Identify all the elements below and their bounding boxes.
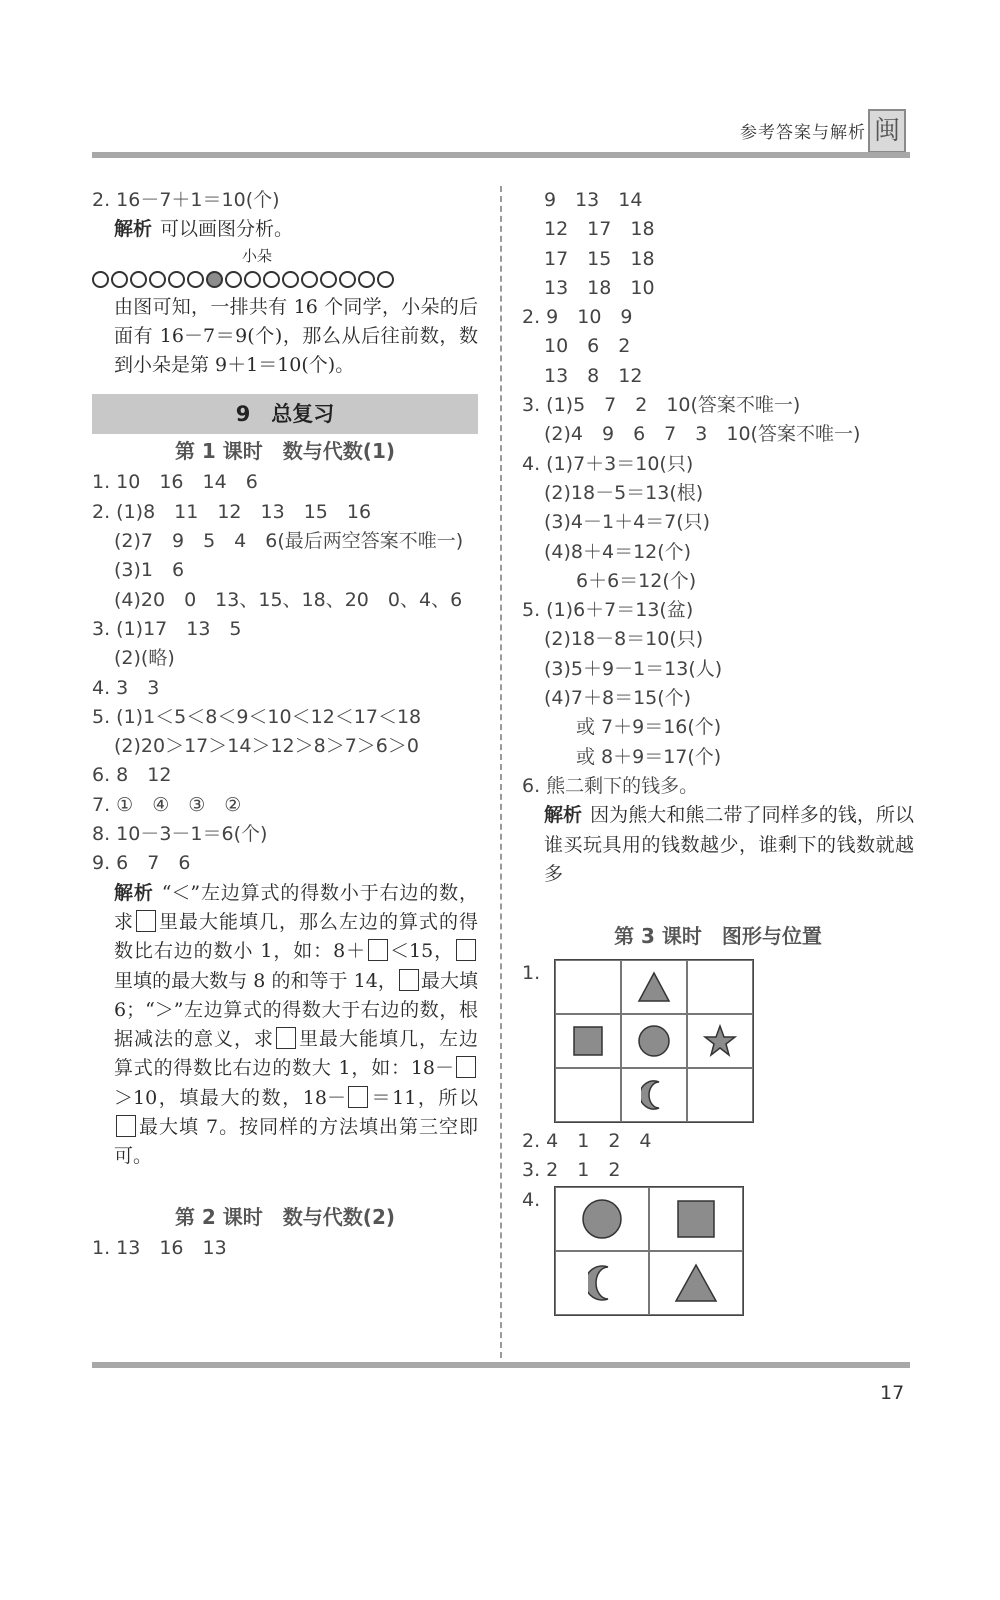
circle-student	[92, 271, 109, 288]
grid-cell	[621, 1014, 687, 1068]
analysis-seg: ＝11，所以	[369, 1086, 478, 1109]
answer-line: (2)18－5＝13(根)	[544, 481, 704, 504]
square-icon	[676, 1199, 716, 1239]
circle-student	[168, 271, 185, 288]
analysis-tag: 解析	[544, 804, 583, 827]
answer-line: 2. 16－7＋1＝10(个)	[92, 189, 280, 211]
answer-line: 3. (1)5 7 2 10(答案不唯一)	[522, 394, 801, 417]
answer-line: 6. 8 12	[92, 764, 172, 787]
circle-student	[263, 271, 280, 288]
answer-line: 6. 熊二剩下的钱多。	[522, 774, 699, 797]
grid-cell	[555, 1187, 649, 1251]
answer-line: 2. 4 1 2 4	[522, 1130, 652, 1153]
grid-cell-empty	[555, 1068, 621, 1122]
answer-line: 3. (1)17 13 5	[92, 617, 242, 640]
answer-line: 10 6 2	[544, 335, 631, 358]
page-number: 17	[880, 1382, 905, 1404]
analysis-seg: ＜15，	[390, 940, 455, 963]
answer-line: 9 13 14	[544, 189, 643, 211]
circle-student	[377, 271, 394, 288]
blank-box	[116, 1115, 136, 1137]
answer-line: (3)1 6	[114, 559, 185, 582]
analysis-block-2	[92, 879, 478, 1172]
top-rule	[92, 152, 910, 158]
lesson2-title: 第 2 课时 数与代数(2)	[174, 1204, 396, 1229]
grid-cell-empty	[687, 1068, 753, 1122]
analysis-intro: 可以画图分析。	[160, 218, 294, 241]
analysis-seg: 里最大能填几，左边算式的得数比右边的数大 1，如：18－	[114, 1028, 478, 1080]
circle-student	[225, 271, 242, 288]
answer-line: (4)8＋4＝12(个)	[544, 540, 692, 563]
answer-line: 或 7＋9＝16(个)	[576, 716, 722, 739]
circle-student	[187, 271, 204, 288]
analysis-seg: 里填的最大数与 8 的和等于 14，	[114, 969, 397, 992]
circle-row-diagram	[92, 267, 478, 293]
page-header-label: 参考答案与解析	[740, 123, 866, 143]
answer-line: 17 15 18	[544, 247, 655, 270]
answer-line: 12 17 18	[544, 218, 655, 241]
answer-line: 6＋6＝12(个)	[576, 569, 697, 592]
circle-student	[282, 271, 299, 288]
circle-icon	[581, 1198, 623, 1240]
answer-line: (2)(略)	[114, 647, 175, 670]
grid-cell	[621, 960, 687, 1014]
grid-cell	[649, 1251, 743, 1315]
column-divider	[500, 186, 502, 1358]
blank-box	[456, 1056, 476, 1078]
grid-cell	[687, 1014, 753, 1068]
answer-line: (2)4 9 6 7 3 10(答案不唯一)	[544, 423, 861, 446]
answer-line: 5. (1)6＋7＝13(盆)	[522, 599, 694, 622]
circle-student	[130, 271, 147, 288]
blank-box	[399, 969, 419, 991]
right-column	[522, 186, 914, 1316]
analysis-tag: 解析	[114, 881, 154, 904]
answer-line: 4. (1)7＋3＝10(只)	[522, 452, 694, 475]
circle-student	[244, 271, 261, 288]
analysis-tag: 解析	[114, 218, 153, 241]
answer-line: 5. (1)1＜5＜8＜9＜10＜12＜17＜18	[92, 705, 422, 728]
blank-box	[136, 910, 156, 932]
left-column	[92, 186, 478, 1263]
blank-box	[276, 1027, 296, 1049]
triangle-icon	[674, 1263, 718, 1303]
bottom-rule	[92, 1362, 910, 1368]
grid-cell	[621, 1068, 687, 1122]
answer-line: 或 8＋9＝17(个)	[576, 745, 722, 768]
answer-line: 4. 3 3	[92, 676, 160, 699]
answer-line: 1. 13 16 13	[92, 1236, 227, 1259]
answer-line: (4)7＋8＝15(个)	[544, 687, 692, 710]
question-label: 1.	[522, 962, 541, 985]
grid-cell	[555, 1014, 621, 1068]
circle-student	[149, 271, 166, 288]
blank-box	[368, 939, 388, 961]
section-title-bar: 9 总复习	[92, 394, 478, 434]
grid-cell	[555, 1251, 649, 1315]
answer-line: 7. ① ④ ③ ②	[92, 793, 242, 816]
star-icon	[703, 1024, 737, 1058]
analysis-block-3	[522, 801, 914, 889]
lesson1-title: 第 1 课时 数与代数(1)	[174, 439, 396, 464]
answer-line: 8. 10－3－1＝6(个)	[92, 823, 268, 846]
answer-line: 9. 6 7 6	[92, 852, 191, 875]
answer-line: (4)20 0 13、15、18、20 0、4、6	[114, 588, 463, 611]
circle-student	[339, 271, 356, 288]
circle-student	[111, 271, 128, 288]
square-icon	[572, 1025, 604, 1057]
question-label: 4.	[522, 1188, 541, 1211]
blank-box	[348, 1086, 368, 1108]
analysis-seg: 里最大能填几，那么左边的算式的得数比右边的数小 1，如：8＋	[114, 910, 478, 963]
shape-grid-3x3	[554, 959, 754, 1123]
circle-student	[301, 271, 318, 288]
answer-line: (2)20＞17＞14＞12＞8＞7＞6＞0	[114, 735, 419, 758]
question4-figure	[522, 1186, 914, 1316]
grid-cell	[649, 1187, 743, 1251]
blank-box	[456, 939, 476, 961]
answer-line: (2)18－8＝10(只)	[544, 628, 704, 651]
answer-line: 2. (1)8 11 12 13 15 16	[92, 500, 372, 523]
analysis-seg: 最大填 6；“＞”左边算式的得数大于右边的数，根据减法的意义，求	[114, 969, 478, 1051]
shape-grid-2x2	[554, 1186, 744, 1316]
lesson3-title: 第 3 课时 图形与位置	[614, 924, 822, 949]
circle-label-xiaoduo: 小朵	[242, 246, 273, 265]
grid-cell-empty	[555, 960, 621, 1014]
circle-icon	[637, 1024, 671, 1058]
analysis-block	[92, 215, 478, 244]
crescent-icon	[588, 1264, 616, 1302]
answer-line: (3)5＋9－1＝13(人)	[544, 657, 723, 680]
answer-line: (3)4－1＋4＝7(只)	[544, 511, 711, 534]
answer-line: (2)7 9 5 4 6(最后两空答案不唯一)	[114, 530, 464, 553]
crescent-icon	[641, 1079, 667, 1111]
question1-figure	[522, 959, 914, 1123]
circle-xiaoduo	[206, 271, 223, 288]
circle-student	[358, 271, 375, 288]
answer-line: 3. 2 1 2	[522, 1159, 621, 1182]
answer-line: 1. 10 16 14 6	[92, 471, 258, 494]
header-logo: 闽	[868, 109, 906, 153]
circle-student	[320, 271, 337, 288]
answer-line: 13 8 12	[544, 364, 643, 387]
answer-line: 13 18 10	[544, 276, 655, 299]
triangle-icon	[637, 971, 671, 1003]
analysis-seg: “＜”左边算式的得数小于右边的数，求	[114, 881, 478, 933]
answer-line: 2. 9 10 9	[522, 306, 633, 329]
analysis-seg: 最大填 7。按同样的方法填出第三空即可。	[114, 1116, 478, 1168]
grid-cell-empty	[687, 960, 753, 1014]
analysis-seg: ＞10，填最大的数，18－	[114, 1086, 346, 1109]
analysis-text: 由图可知，一排共有 16 个同学，小朵的后面有 16－7＝9(个)，那么从后往前数，数到小朵是第 9＋1＝10(个)。	[114, 295, 478, 377]
analysis-text: 因为熊大和熊二带了同样多的钱，所以谁买玩具用的钱数越少，谁剩下的钱数就越多	[544, 804, 914, 885]
